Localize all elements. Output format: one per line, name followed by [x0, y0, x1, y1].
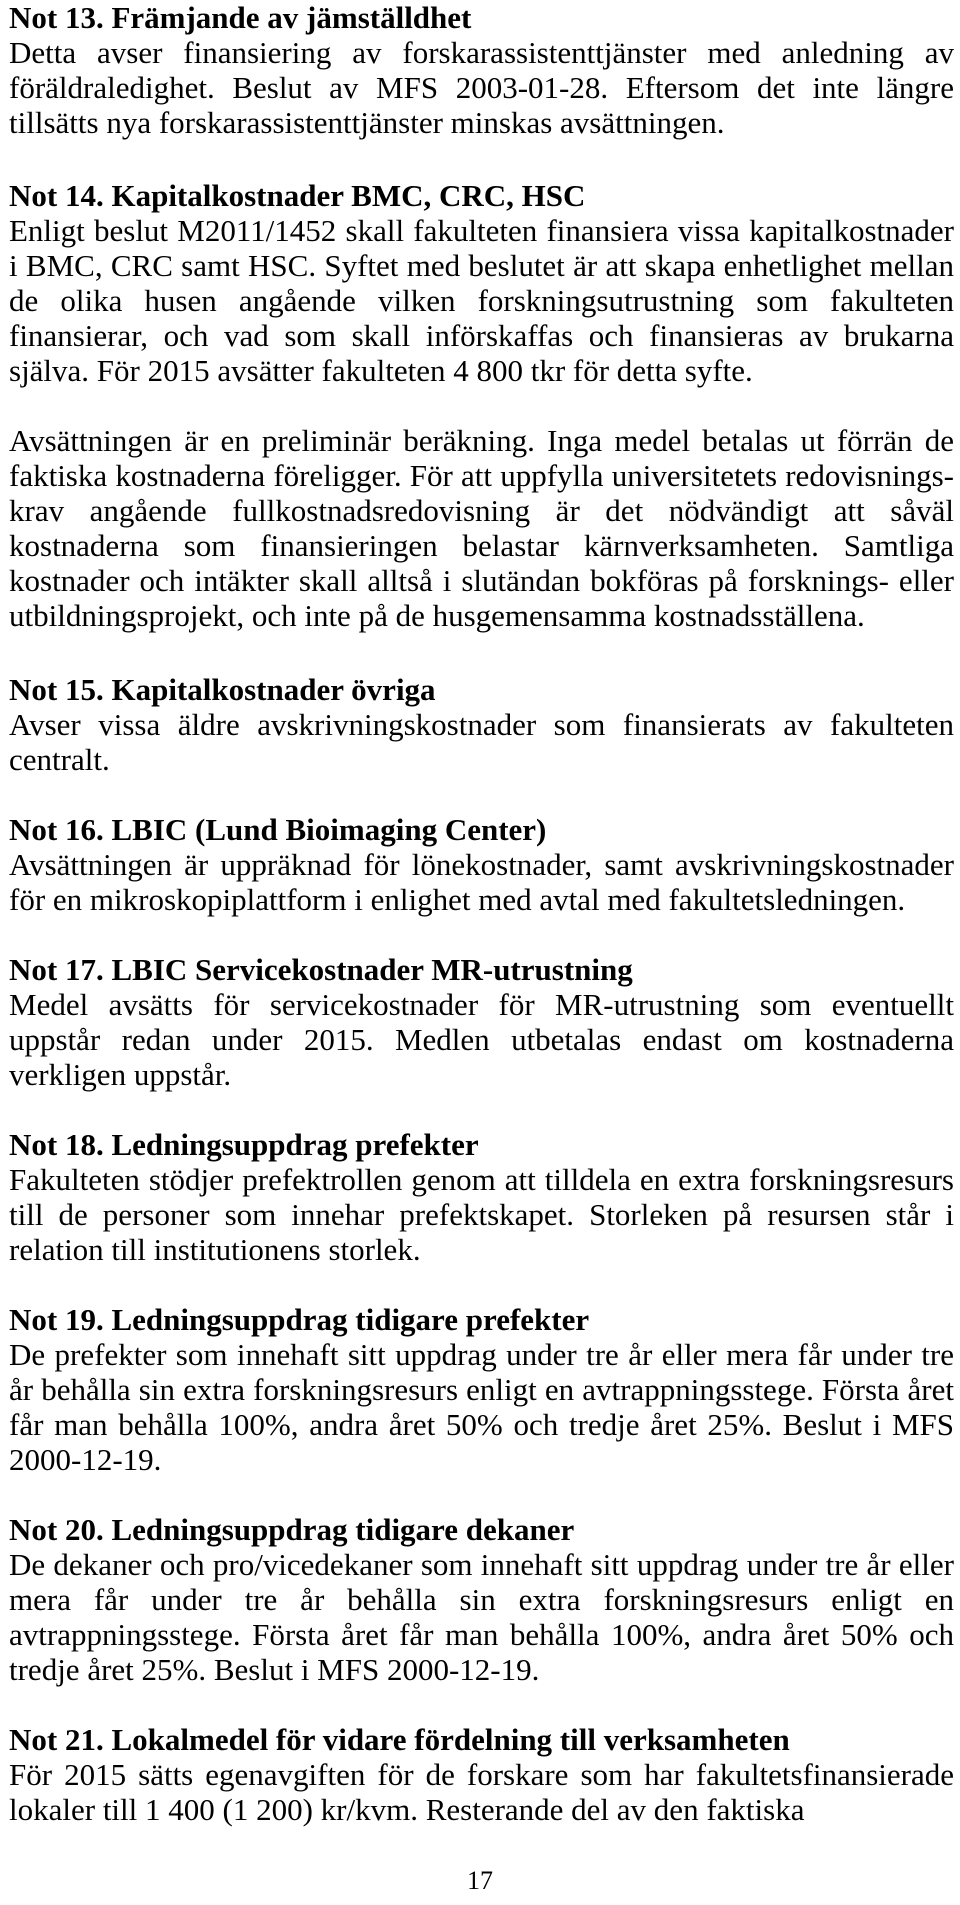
note-paragraph: Avsättningen är uppräknad för lönekostnader, samt avskrivningskostnader för en mikroskopiplattform i enlighet med avtal med fakultetsledningen.: [9, 847, 954, 917]
page-number: 17: [467, 1866, 493, 1895]
note-14: [9, 178, 954, 633]
note-18: [9, 1127, 954, 1267]
note-heading: Not 14. Kapitalkostnader BMC, CRC, HSC: [9, 178, 586, 213]
note-paragraph: Avser vissa äldre avskrivningskostnader som finansierats av fakulteten centralt.: [9, 707, 954, 777]
note-15: [9, 672, 954, 777]
note-paragraph: Fakulteten stödjer prefektrollen genom att tilldela en extra forskningsresurs till de personer som innehar prefektskapet. Storleken på resursen står i relation till institutionens storlek.: [9, 1162, 954, 1267]
note-heading: Not 16. LBIC (Lund Bioimaging Center): [9, 812, 547, 847]
note-paragraph: Enligt beslut M2011/1452 skall fakulteten finansiera vissa kapitalkostnader i BMC, CRC samt HSC. Syftet med beslutet är att skapa enhetlighet mellan de olika husen angående vilken forskningsutrustning som fakulteten finansierar, och vad som skall införskaffas och finansieras av brukarna själva. För 2015 avsätter fakulteten 4 800 tkr för detta syfte.: [9, 213, 954, 388]
note-paragraph: De prefekter som innehaft sitt uppdrag under tre år eller mera får under tre år behålla sin extra forskningsresurs enligt en avtrappningsstege. Första året får man behålla 100%, andra året 50% och tredje året 25%. Beslut i MFS 2000-12-19.: [9, 1337, 954, 1477]
note-13: [9, 0, 954, 140]
note-17: [9, 952, 954, 1092]
note-21: [9, 1722, 954, 1827]
note-paragraph: Avsättningen är en preliminär beräkning. Inga medel betalas ut förrän de faktiska kostnaderna föreligger. För att uppfylla universitetets redovisnings-krav angående fullkostnadsredovisning är det nödvändigt att såväl kostnaderna som finansieringen belastar kärnverksamheten. Samtliga kostnader och intäkter skall alltså i slutändan bokföras på forsknings- eller utbildningsprojekt, och inte på de husgemensamma kostnadsställena.: [9, 423, 954, 633]
note-19: [9, 1302, 954, 1477]
note-paragraph: De dekaner och pro/vicedekaner som innehaft sitt uppdrag under tre år eller mera får under tre år behålla sin extra forskningsresurs enligt en avtrappningsstege. Första året får man behålla 100%, andra året 50% och tredje året 25%. Beslut i MFS 2000-12-19.: [9, 1547, 954, 1687]
note-heading: Not 20. Ledningsuppdrag tidigare dekaner: [9, 1512, 575, 1547]
note-heading: Not 19. Ledningsuppdrag tidigare prefekter: [9, 1302, 590, 1337]
note-paragraph: För 2015 sätts egenavgiften för de forskare som har fakultetsfinansierade lokaler till 1 400 (1 200) kr/kvm. Resterande del av den faktiska: [9, 1757, 954, 1827]
note-heading: Not 17. LBIC Servicekostnader MR-utrustning: [9, 952, 633, 987]
note-heading: Not 21. Lokalmedel för vidare fördelning till verksamheten: [9, 1722, 790, 1757]
note-paragraph: Detta avser finansiering av forskarassistenttjänster med anledning av föräldraledighet. Beslut av MFS 2003-01-28. Eftersom det inte längre tillsätts nya forskarassistenttjänster minskas avsättningen.: [9, 35, 954, 140]
note-paragraph: Medel avsätts för servicekostnader för MR-utrustning som eventuellt uppstår redan under 2015. Medlen utbetalas endast om kostnaderna verkligen uppstår.: [9, 987, 954, 1092]
note-20: [9, 1512, 954, 1687]
note-heading: Not 13. Främjande av jämställdhet: [9, 0, 472, 35]
note-heading: Not 18. Ledningsuppdrag prefekter: [9, 1127, 479, 1162]
note-16: [9, 812, 954, 917]
note-heading: Not 15. Kapitalkostnader övriga: [9, 672, 436, 707]
